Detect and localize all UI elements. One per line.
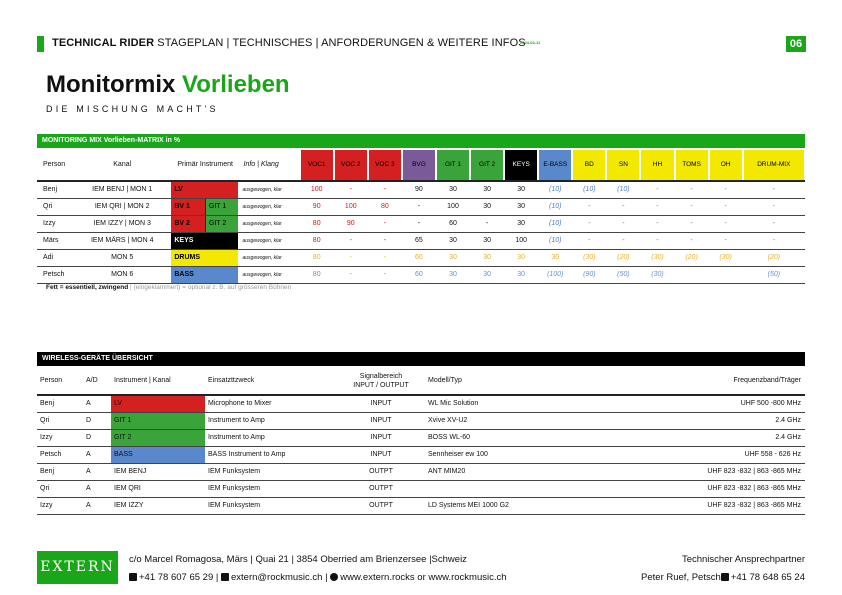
col-channel [709, 149, 743, 181]
cell-mix-value: - [368, 232, 402, 249]
cell-model [425, 480, 585, 497]
table-row [37, 181, 805, 198]
cell-zweck: Microphone to Mixer [205, 395, 337, 412]
contact-phone[interactable]: +41 78 648 65 24 [730, 572, 805, 583]
cell-person: Petsch [37, 446, 83, 463]
cell-info: ausgewogen, klar [238, 232, 300, 249]
cell-instrument: GIT 2 [111, 429, 205, 446]
col-channel [538, 149, 572, 181]
wireless-section-title: WIRELESS-GERÄTE ÜBERSICHT [37, 352, 805, 366]
cell-mix-value: 30 [470, 198, 504, 215]
cell-ad: A [83, 497, 111, 514]
col-channel [743, 149, 805, 181]
cell-instrument: KEYS [171, 232, 237, 249]
cell-mix-value: - [743, 198, 805, 215]
cell-mix-value [709, 266, 743, 283]
cell-freq: 2.4 GHz [585, 429, 805, 446]
cell-person: Izzy [37, 497, 83, 514]
table-row [37, 198, 805, 215]
cell-person: Qri [37, 480, 83, 497]
cell-instrument: LV [111, 395, 205, 412]
wl-col-freq: Frequenzband/Träger [585, 367, 805, 395]
cell-mix-value: - [709, 198, 743, 215]
col-instrument: Primär Instrument [171, 149, 237, 181]
cell-mix-value: - [470, 215, 504, 232]
table-row [37, 395, 805, 412]
cell-person: Qri [37, 412, 83, 429]
cell-instrument: BV 2 [171, 215, 205, 232]
cell-mix-value: (10) [538, 215, 572, 232]
col-channel [300, 149, 334, 181]
cell-mix-value: (90) [572, 266, 606, 283]
col-channel [572, 149, 606, 181]
table-row [37, 429, 805, 446]
cell-instrument-2: GIT 1 [205, 198, 237, 215]
cell-mix-value: 60 [402, 266, 436, 283]
col-channel [504, 149, 538, 181]
header-title: TECHNICAL RIDER STAGEPLAN | TECHNISCHES | ANFORDERUNGEN & WEITERE INFOS [52, 37, 526, 49]
wl-col-ad: A/D [83, 367, 111, 395]
cell-mix-value: (30) [640, 266, 674, 283]
cell-ad: A [83, 463, 111, 480]
table-row [37, 446, 805, 463]
cell-signal: INPUT [337, 429, 425, 446]
cell-mix-value: 80 [300, 232, 334, 249]
cell-mix-value: 30 [436, 266, 470, 283]
cell-mix-value: 100 [334, 198, 368, 215]
cell-mix-value: 30 [504, 198, 538, 215]
cell-model: ANT MIM20 [425, 463, 585, 480]
cell-mix-value: (20) [743, 249, 805, 266]
channel-label: BD [573, 150, 605, 180]
cell-mix-value: - [334, 266, 368, 283]
cell-mix-value: - [572, 232, 606, 249]
footer-contact: +41 78 607 65 29 | extern@rockmusic.ch | www.extern.rocks or www.rockmusic.ch [129, 572, 507, 583]
cell-mix-value: 90 [334, 215, 368, 232]
legend-note: Fett = essentiell, zwingend | (eingeklammert) = optional z. B. auf grösseren Bühnen [46, 284, 292, 291]
monitoring-section-title: MONITORING MIX Vorlieben-MATRIX in % [37, 134, 805, 148]
cell-mix-value: 30 [504, 249, 538, 266]
cell-kanal: IEM BENJ | MON 1 [73, 181, 171, 198]
cell-info: ausgewogen, klar [238, 266, 300, 283]
cell-signal: INPUT [337, 412, 425, 429]
col-channel [675, 149, 709, 181]
cell-mix-value: 30 [504, 266, 538, 283]
channel-label: VOC 3 [369, 150, 401, 180]
contact-info [641, 572, 805, 583]
col-info: Info | Klang [238, 149, 300, 181]
cell-person: Benj [37, 395, 83, 412]
col-channel [606, 149, 640, 181]
cell-mix-value: - [640, 232, 674, 249]
footer-email[interactable]: extern@rockmusic.ch [230, 572, 323, 583]
cell-instrument: DRUMS [171, 249, 237, 266]
cell-zweck: BASS Instrument to Amp [205, 446, 337, 463]
cell-mix-value: (100) [538, 266, 572, 283]
cell-mix-value: (30) [640, 249, 674, 266]
cell-mix-value: - [743, 181, 805, 198]
cell-mix-value: (10) [572, 181, 606, 198]
cell-freq: UHF 823 -832 | 863 -865 MHz [585, 463, 805, 480]
col-person: Person [37, 149, 73, 181]
cell-signal: INPUT [337, 395, 425, 412]
page-number: 06 [786, 36, 806, 52]
cell-mix-value: - [402, 215, 436, 232]
cell-mix-value: (30) [572, 249, 606, 266]
extern-logo: EXTERN [37, 551, 118, 584]
cell-kanal: MON 5 [73, 249, 171, 266]
col-channel [402, 149, 436, 181]
cell-instrument: BASS [111, 446, 205, 463]
cell-mix-value: 80 [300, 215, 334, 232]
cell-signal: INPUT [337, 446, 425, 463]
phone-icon [721, 573, 729, 581]
channel-label: HH [641, 150, 673, 180]
channel-label: OH [710, 150, 742, 180]
cell-freq: UHF 823 -832 | 863 -865 MHz [585, 480, 805, 497]
contact-name: Peter Ruef, Petsch [641, 572, 721, 583]
cell-person: Adi [37, 249, 73, 266]
cell-ad: A [83, 395, 111, 412]
cell-mix-value: (20) [606, 249, 640, 266]
cell-mix-value: 30 [470, 181, 504, 198]
cell-model: LD Systems MEI 1000 G2 [425, 497, 585, 514]
cell-mix-value: (10) [606, 181, 640, 198]
channel-label: VOC 2 [335, 150, 367, 180]
globe-icon [330, 573, 338, 581]
table-row [37, 232, 805, 249]
table-row [37, 249, 805, 266]
cell-mix-value: 80 [368, 198, 402, 215]
cell-mix-value: 30 [504, 215, 538, 232]
cell-kanal: IEM QRI | MON 2 [73, 198, 171, 215]
cell-kanal: MON 6 [73, 266, 171, 283]
cell-mix-value: 65 [402, 232, 436, 249]
cell-mix-value: (20) [675, 249, 709, 266]
cell-mix-value: - [334, 232, 368, 249]
cell-mix-value [675, 266, 709, 283]
cell-instrument: LV [171, 181, 237, 198]
table-row [37, 215, 805, 232]
table-row [37, 412, 805, 429]
wl-col-zweck: Einsatzttzweck [205, 367, 337, 395]
cell-ad: D [83, 412, 111, 429]
cell-mix-value: - [606, 198, 640, 215]
cell-mix-value: - [743, 215, 805, 232]
cell-mix-value: - [334, 249, 368, 266]
monitoring-matrix-table [37, 149, 805, 284]
cell-info: ausgewogen, klar [238, 181, 300, 198]
cell-mix-value: - [572, 198, 606, 215]
cell-mix-value: 100 [436, 198, 470, 215]
cell-mix-value: 80 [300, 249, 334, 266]
header-accent-bar [37, 36, 44, 52]
cell-ad: D [83, 429, 111, 446]
cell-zweck: Instrument to Amp [205, 412, 337, 429]
cell-mix-value: (50) [743, 266, 805, 283]
wireless-table [37, 367, 805, 515]
cell-mix-value: - [709, 232, 743, 249]
cell-mix-value: - [675, 181, 709, 198]
cell-mix-value: 30 [436, 181, 470, 198]
cell-zweck: IEM Funksystem [205, 497, 337, 514]
cell-mix-value: (10) [538, 181, 572, 198]
col-channel [334, 149, 368, 181]
cell-person: Qri [37, 198, 73, 215]
cell-info: ausgewogen, klar [238, 249, 300, 266]
cell-info: ausgewogen, klar [238, 198, 300, 215]
cell-mix-value: - [640, 215, 674, 232]
col-channel [640, 149, 674, 181]
cell-mix-value: - [402, 198, 436, 215]
cell-freq: 2.4 GHz [585, 412, 805, 429]
phone-icon [129, 573, 137, 581]
cell-kanal: IEM MÄRS | MON 4 [73, 232, 171, 249]
cell-info: ausgewogen, klar [238, 215, 300, 232]
channel-label: DRUM-MIX [744, 150, 804, 180]
cell-ad: A [83, 480, 111, 497]
cell-mix-value: 30 [504, 181, 538, 198]
cell-mix-value: - [640, 181, 674, 198]
channel-label: BVG [403, 150, 435, 180]
cell-instrument-2: GIT 2 [205, 215, 237, 232]
cell-mix-value: 30 [470, 232, 504, 249]
cell-kanal: IEM IZZY | MON 3 [73, 215, 171, 232]
table-row [37, 480, 805, 497]
table-row [37, 463, 805, 480]
cell-freq: UHF 823 -832 | 863 -865 MHz [585, 497, 805, 514]
cell-model: BOSS WL-60 [425, 429, 585, 446]
cell-person: Izzy [37, 215, 73, 232]
cell-mix-value: - [743, 232, 805, 249]
cell-mix-value: 30 [470, 249, 504, 266]
cell-instrument: BV 1 [171, 198, 205, 215]
cell-mix-value: (50) [606, 266, 640, 283]
table-row [37, 266, 805, 283]
cell-ad: A [83, 446, 111, 463]
cell-instrument: BASS [171, 266, 237, 283]
col-channel [368, 149, 402, 181]
cell-mix-value: - [368, 266, 402, 283]
cell-mix-value: - [675, 198, 709, 215]
cell-mix-value: - [368, 215, 402, 232]
cell-person: Benj [37, 181, 73, 198]
cell-mix-value: - [675, 232, 709, 249]
cell-mix-value: 80 [300, 266, 334, 283]
cell-model: Sennheiser ew 100 [425, 446, 585, 463]
wl-col-model: Modell/Typ [425, 367, 585, 395]
wl-col-instrument: Instrument | Kanal [111, 367, 205, 395]
channel-label: GIT 2 [471, 150, 503, 180]
cell-mix-value: 30 [538, 249, 572, 266]
channel-label: GIT 1 [437, 150, 469, 180]
cell-mix-value: 60 [402, 249, 436, 266]
cell-person: Märs [37, 232, 73, 249]
cell-mix-value: 90 [402, 181, 436, 198]
cell-mix-value: 60 [436, 215, 470, 232]
cell-zweck: Instrument to Amp [205, 429, 337, 446]
cell-person: Benj [37, 463, 83, 480]
cell-mix-value: - [368, 181, 402, 198]
channel-label: VOC1 [301, 150, 333, 180]
cell-mix-value: - [640, 198, 674, 215]
cell-mix-value: (30) [709, 249, 743, 266]
cell-mix-value: - [334, 181, 368, 198]
cell-instrument: IEM IZZY [111, 497, 205, 514]
cell-person: Izzy [37, 429, 83, 446]
footer-phone[interactable]: +41 78 607 65 29 [139, 572, 214, 583]
cell-mix-value: - [606, 232, 640, 249]
cell-signal: OUTPT [337, 497, 425, 514]
page-header [37, 36, 806, 52]
cell-mix-value: - [606, 215, 640, 232]
page-subtitle: DIE MISCHUNG MACHT'S [46, 104, 219, 114]
footer-web[interactable]: www.extern.rocks or www.rockmusic.ch [340, 572, 507, 583]
cell-mix-value: 30 [436, 249, 470, 266]
cell-instrument: IEM QRI [111, 480, 205, 497]
cell-zweck: IEM Funksystem [205, 463, 337, 480]
cell-instrument: GIT 1 [111, 412, 205, 429]
cell-freq: UHF 500 -800 MHz [585, 395, 805, 412]
cell-person: Petsch [37, 266, 73, 283]
cell-signal: OUTPT [337, 463, 425, 480]
channel-label: TOMS [676, 150, 708, 180]
channel-label: KEYS [505, 150, 537, 180]
cell-freq: UHF 558 - 626 Hz [585, 446, 805, 463]
table-row [37, 497, 805, 514]
wl-col-person: Person [37, 367, 83, 395]
cell-mix-value: - [709, 215, 743, 232]
cell-instrument: IEM BENJ [111, 463, 205, 480]
cell-signal: OUTPT [337, 480, 425, 497]
wl-col-signal: Signalbereich INPUT / OUTPUT [337, 367, 425, 395]
col-channel [436, 149, 470, 181]
channel-label: E-BASS [539, 150, 571, 180]
cell-mix-value: 100 [504, 232, 538, 249]
email-icon [221, 573, 229, 581]
cell-mix-value: 90 [300, 198, 334, 215]
cell-mix-value: - [709, 181, 743, 198]
cell-zweck: IEM Funksystem [205, 480, 337, 497]
cell-mix-value: 30 [470, 266, 504, 283]
header-date: 2024-03-11 [520, 40, 541, 45]
footer-address: c/o Marcel Romagosa, Märs | Quai 21 | 3854 Oberried am Brienzersee |Schweiz [129, 554, 467, 565]
cell-mix-value: - [572, 215, 606, 232]
cell-mix-value: - [675, 215, 709, 232]
col-kanal: Kanal [73, 149, 171, 181]
cell-mix-value: (10) [538, 232, 572, 249]
page-title: Monitormix Vorlieben [46, 71, 290, 98]
cell-model: WL Mic Solution [425, 395, 585, 412]
cell-mix-value: 30 [436, 232, 470, 249]
channel-label: SN [607, 150, 639, 180]
cell-mix-value: (10) [538, 198, 572, 215]
cell-mix-value: - [368, 249, 402, 266]
contact-title: Technischer Ansprechpartner [681, 554, 805, 565]
cell-model: Xvive XV-U2 [425, 412, 585, 429]
col-channel [470, 149, 504, 181]
cell-mix-value: 100 [300, 181, 334, 198]
